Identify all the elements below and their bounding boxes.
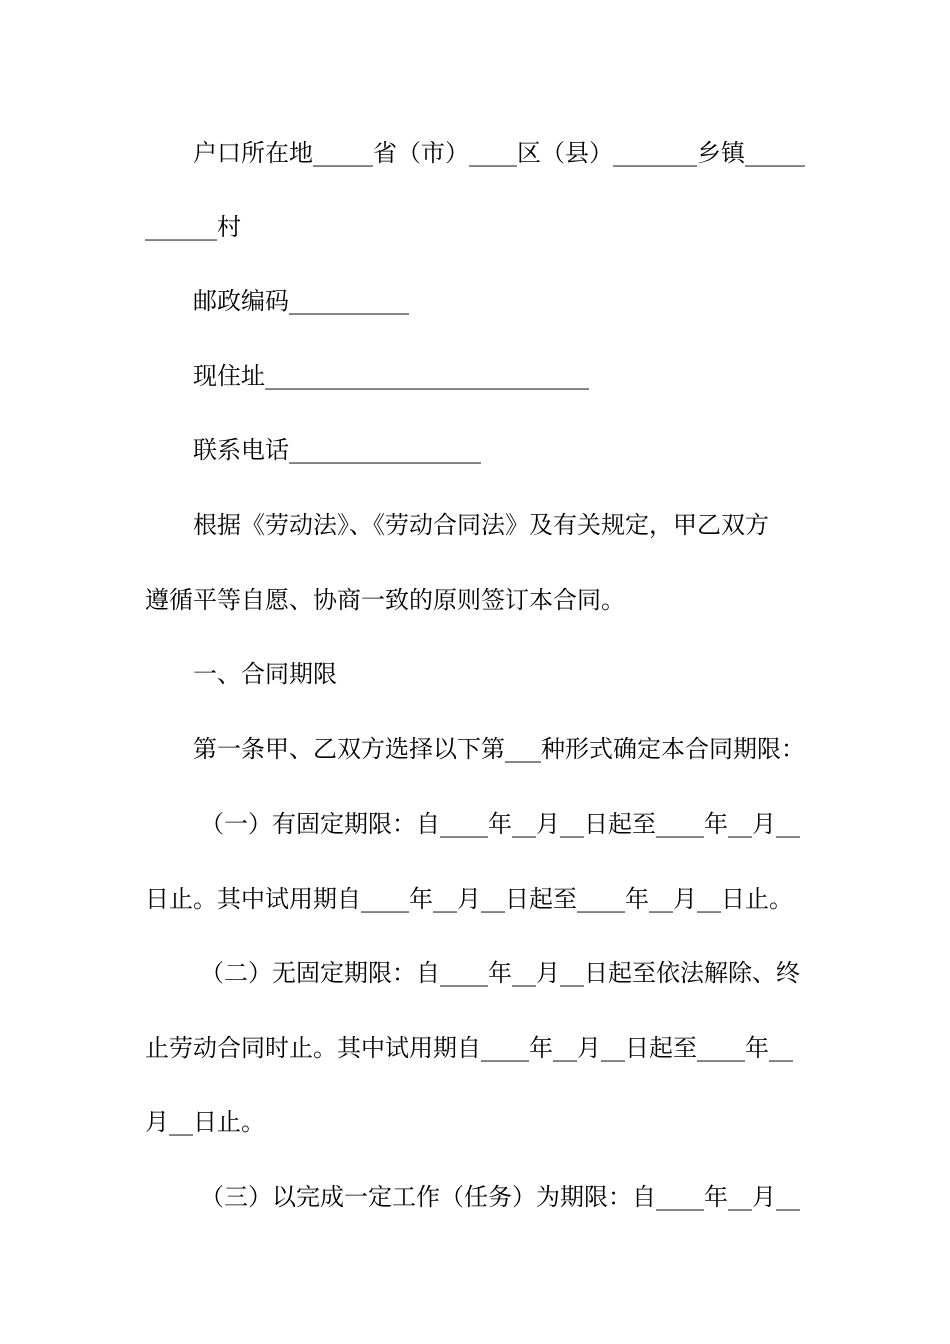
phone-line: 联系电话________________ [193, 436, 481, 464]
postal-code-line: 邮政编码__________ [193, 287, 409, 315]
open-term-line-2: 止劳动合同时止。其中试用期自____年__月__日起至____年__ [145, 1034, 793, 1062]
section-heading-contract-term: 一、合同期限 [193, 660, 337, 688]
fixed-term-line-1: （一）有固定期限：自____年__月__日起至____年__月__ [200, 810, 800, 838]
legal-basis-line-2: 遵循平等自愿、协商一致的原则签订本合同。 [145, 586, 625, 614]
task-term-line-1: （三）以完成一定工作（任务）为期限：自____年__月__ [200, 1183, 800, 1211]
fixed-term-line-2: 日止。其中试用期自____年__月__日起至____年__月__日止。 [145, 885, 793, 913]
open-term-line-1: （二）无固定期限：自____年__月__日起至依法解除、终 [200, 959, 800, 987]
current-address-line: 现住址___________________________ [193, 362, 589, 390]
article-one-line: 第一条甲、乙双方选择以下第___种形式确定本合同期限： [193, 735, 805, 763]
registered-residence-line: 户口所在地_____省（市）____区（县）_______乡镇_____ [193, 139, 805, 167]
legal-basis-line-1: 根据《劳动法》、《劳动合同法》及有关规定，甲乙双方 [193, 511, 769, 539]
village-line: ______村 [145, 213, 241, 241]
open-term-line-3: 月__日止。 [145, 1108, 265, 1136]
